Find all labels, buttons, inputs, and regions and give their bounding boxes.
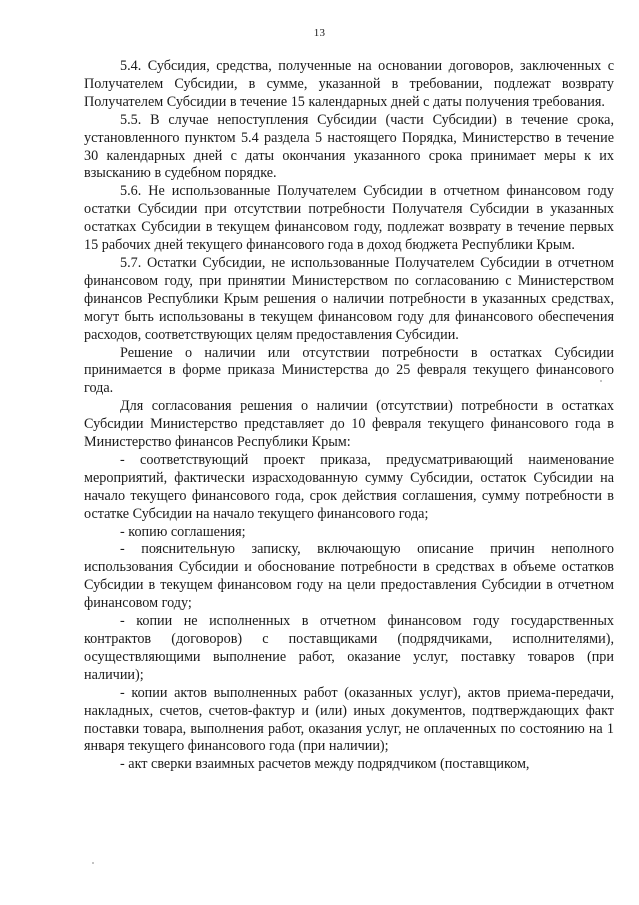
list-item-draft-order: - соответствующий проект приказа, предусматривающий наименование мероприятий, фактически израсходованную сумму Субсидии, остаток Субсидии на начало текущего финансового года, срок действия соглашения, сумму потребности в остатке Субсидии на начало текущего финансового года; bbox=[84, 451, 614, 522]
list-item-agreement-copy: - копию соглашения; bbox=[120, 523, 246, 540]
list-item-explanatory-note: - пояснительную записку, включающую описание причин неполного использования Субсидии и обоснование потребности в средствах в объеме остатков Субсидии в текущем финансовом году на цели предоставления Субсидии в отчетном финансовом году; bbox=[84, 541, 614, 612]
page-number: 13 bbox=[313, 27, 326, 39]
paragraph-approval: Для согласования решения о наличии (отсутствии) потребности в остатках Субсидии Министерство представляет до 10 февраля текущего финансового года в Министерство финансов Республики Крым: bbox=[84, 398, 614, 451]
paragraph-5-6: 5.6. Не использованные Получателем Субсидии в отчетном финансовом году остатки Субсидии при отсутствии потребности Получателя Субсидии в указанных остатках Субсидии в текущем финансовом году, подлежат возврату в течение первых 15 рабочих дней текущего финансового года в доход бюджета Республики Крым. bbox=[84, 183, 614, 254]
paragraph-5-4: 5.4. Субсидия, средства, полученные на основании договоров, заключенных с Получателем Субсидии, в сумме, указанной в требовании, подлежат возврату Получателем Субсидии в течение 15 календарных дней с даты получения требования. bbox=[84, 58, 614, 110]
paragraph-decision: Решение о наличии или отсутствии потребности в остатках Субсидии принимается в форме приказа Министерства до 25 февраля текущего финансового года. bbox=[84, 344, 614, 397]
list-item-contract-copies: - копии не исполненных в отчетном финансовом году государственных контрактов (договоров) с поставщиками (подрядчиками, исполнителями), осуществляющими выполнение работ, оказание услуг, поставку товаров (при наличии); bbox=[84, 613, 614, 683]
list-item-acts-copies: - копии актов выполненных работ (оказанных услуг), актов приема-передачи, накладных, счетов, счетов-фактур и (или) иных документов, подтверждающих факт поставки товара, выполнения работ, оказания услуг, не оплаченных по состоянию на 1 января текущего финансового года (при наличии); bbox=[84, 684, 614, 755]
scan-speck bbox=[600, 380, 602, 382]
scan-speck bbox=[92, 862, 94, 864]
document-body bbox=[84, 58, 614, 774]
paragraph-5-5: 5.5. В случае непоступления Субсидии (части Субсидии) в течение срока, установленного пунктом 5.4 раздела 5 настоящего Порядка, Министерство в течение 30 календарных дней с даты окончания указанного срока принимает меры к их взысканию в судебном порядке. bbox=[84, 111, 614, 182]
list-item-reconciliation-act: - акт сверки взаимных расчетов между подрядчиком (поставщиком, bbox=[120, 756, 530, 773]
paragraph-5-7: 5.7. Остатки Субсидии, не использованные Получателем Субсидии в отчетном финансовом году, при принятии Министерством по согласованию с Министерством финансов Республики Крым решения о наличии потребности в указанных средствах, могут быть использованы в текущем финансовом году для финансового обеспечения расходов, соответствующих целям предоставления Субсидии. bbox=[84, 254, 614, 343]
